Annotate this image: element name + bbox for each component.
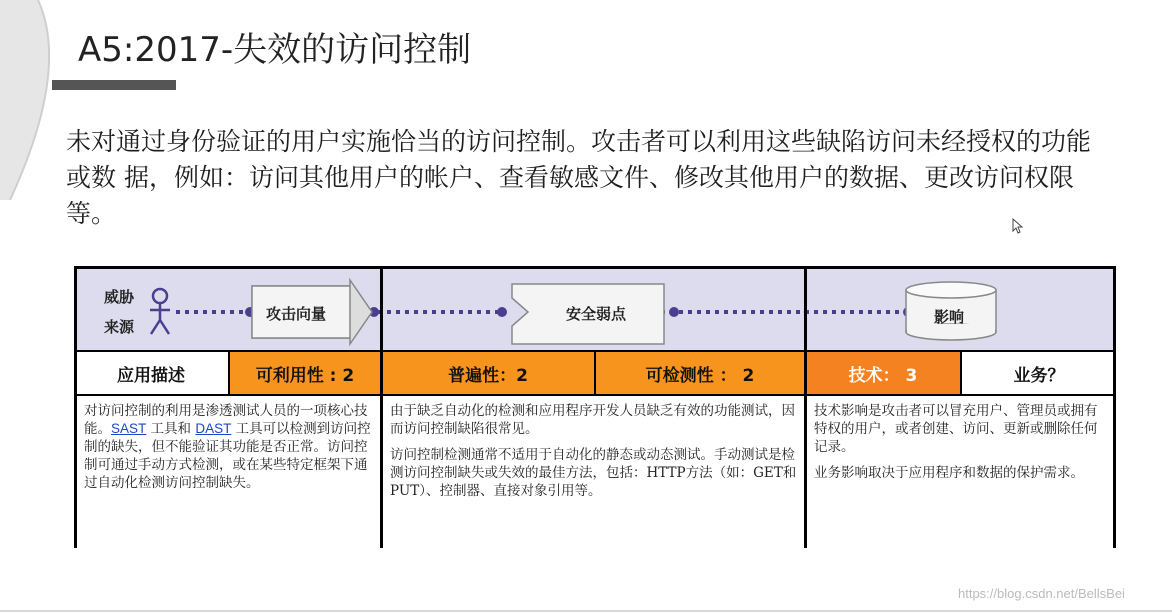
weakness-label: 安全弱点 [566,305,627,323]
exploitability-cell: 可利用性 : 2 [230,352,382,394]
impact-description-text [814,402,1106,490]
desc-text: 对访问控制的利用是渗透测试人员的一项核心技能。 [84,403,368,437]
column-divider [380,266,383,548]
desc-paragraph: 访问控制检测通常不适用于自动化的静态或动态测试。手动测试是检测访问控制缺失或失效的最佳方法，包括：HTTP方法（如：GET和PUT）、控制器、直接对象引用等。 [390,447,797,499]
desc-text: 工具可以检测到访问控制的缺失，但不能验证其功能是否正常。访问控制可通过手动方式检测，或在某些特定框架下通过自动化检测访问控制缺失。 [84,421,371,491]
slide-title: A5:2017-失效的访问控制 [78,30,472,70]
column-divider [1113,266,1116,548]
dast-link[interactable]: DAST [195,421,232,436]
desc-paragraph: 由于缺乏自动化的检测和应用程序开发人员缺乏有效的功能测试，因而访问控制缺陷很常见。 [390,403,795,437]
app-description-cell: 应用描述 [74,352,230,394]
app-description-text [84,402,374,492]
rating-row [74,352,1116,396]
detectability-cell: 可检测性 ： 2 [596,352,806,394]
impact-label: 影响 [934,308,965,326]
sast-link[interactable]: SAST [111,421,147,436]
title-underline [52,80,176,90]
technical-impact-cell: 技术： 3 [806,352,962,394]
mouse-cursor-icon [1012,218,1024,234]
attack-vector-label: 攻击向量 [266,305,327,323]
threat-agent-icon [150,289,170,334]
threat-agent-label-2: 来源 [104,318,135,336]
desc-text: 工具和 [146,421,196,437]
column-divider [74,266,77,548]
desc-paragraph: 业务影响取决于应用程序和数据的保护需求。 [814,465,1084,481]
intro-paragraph: 未对通过身份验证的用户实施恰当的访问控制。攻击者可以利用这些缺陷访问未经授权的功能或数 据，例如：访问其他用户的帐户、查看敏感文件、修改其他用户的数据、更改访问权限等。 [66,127,1092,228]
desc-paragraph: 技术影响是攻击者可以冒充用户、管理员或拥有特权的用户，或者创建、访问、更新或删除任何记录。 [814,403,1098,455]
business-impact-cell: 业务？ [962,352,1116,394]
risk-table [74,266,1116,548]
prevalence-cell: 普遍性：2 [382,352,596,394]
threat-agent-label-1: 威胁 [104,288,135,306]
weakness-description-text [390,402,798,508]
bottom-divider [0,610,1172,612]
watermark: https://blog.csdn.net/BellsBei [958,586,1125,601]
column-divider [804,266,807,548]
